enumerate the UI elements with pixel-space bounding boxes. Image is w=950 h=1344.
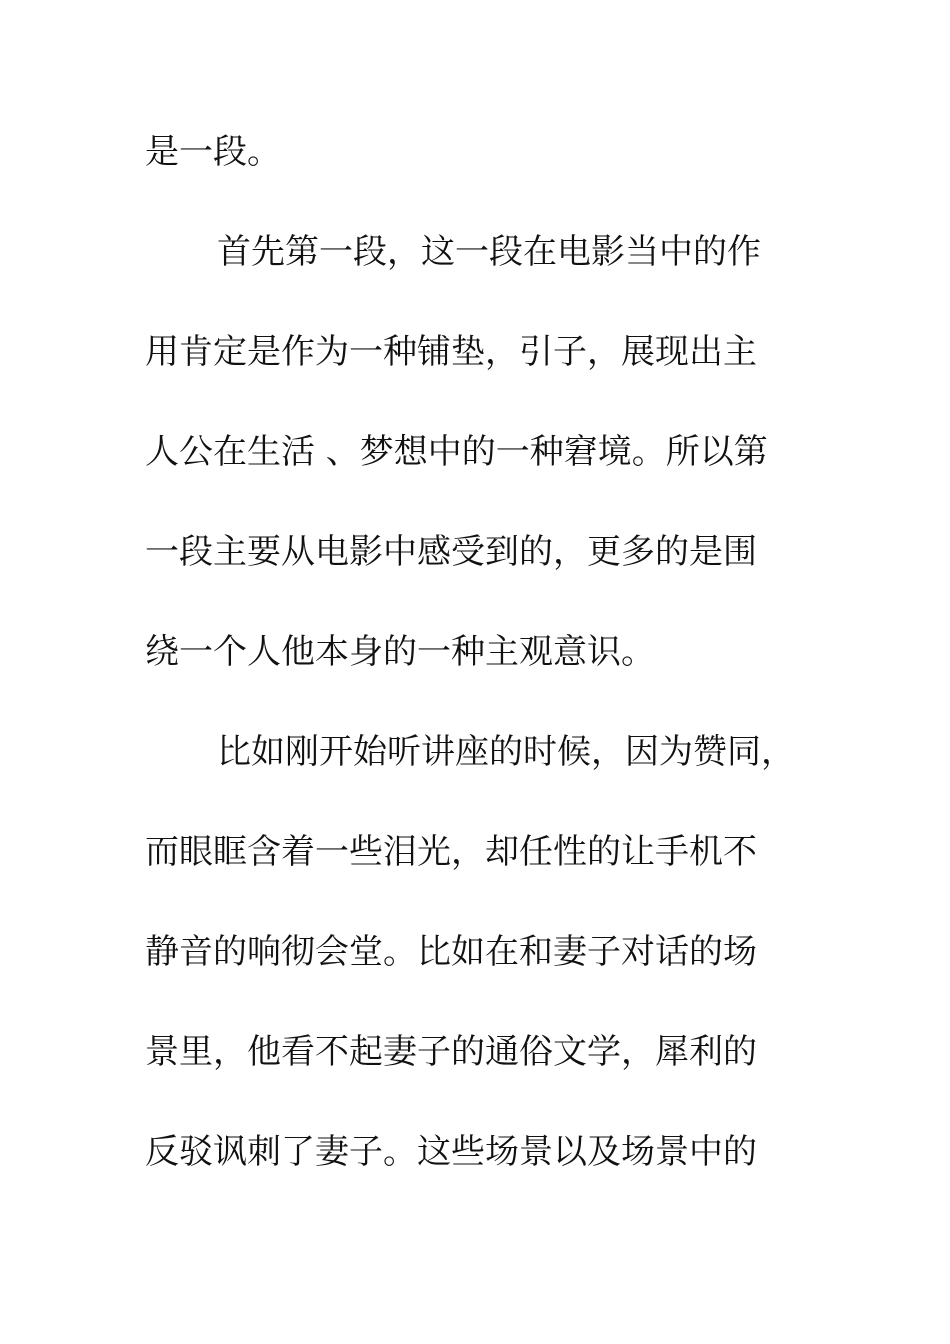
text-line: 一段主要从电影中感受到的，更多的是围 xyxy=(145,532,757,572)
text-line: 用肯定是作为一种铺垫，引子，展现出主 xyxy=(145,332,757,372)
text-line: 反驳讽刺了妻子。这些场景以及场景中的 xyxy=(145,1132,757,1172)
paragraph-start-line: 首先第一段，这一段在电影当中的作 xyxy=(217,232,761,272)
paragraph-start-line: 比如刚开始听讲座的时候，因为赞同， xyxy=(217,732,795,772)
text-line: 人公在生活 、梦想中的一种窘境。所以第 xyxy=(145,432,768,472)
body-text xyxy=(145,122,805,1222)
text-line: 景里，他看不起妻子的通俗文学，犀利的 xyxy=(145,1032,757,1072)
text-line: 是一段。 xyxy=(145,132,281,172)
text-line: 绕一个人他本身的一种主观意识。 xyxy=(145,632,655,672)
text-line: 静音的响彻会堂。比如在和妻子对话的场 xyxy=(145,932,757,972)
text-line: 而眼眶含着一些泪光，却任性的让手机不 xyxy=(145,832,757,872)
